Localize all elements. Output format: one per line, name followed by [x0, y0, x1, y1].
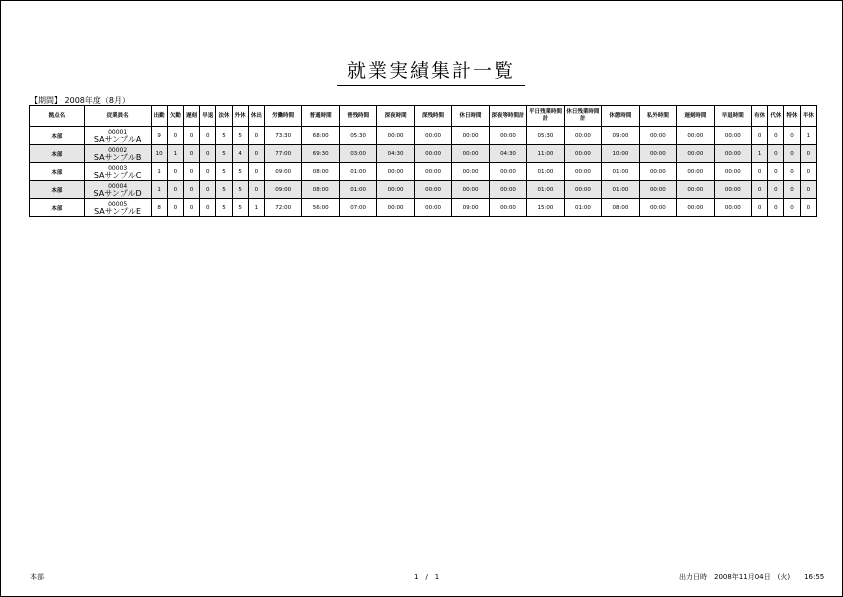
value-cell: 0: [784, 145, 800, 163]
value-cell: 0: [248, 127, 264, 145]
column-header: 普残時間: [339, 106, 376, 127]
value-cell: 00:00: [714, 127, 751, 145]
value-cell: 9: [151, 127, 167, 145]
value-cell: 08:00: [302, 181, 339, 199]
value-cell: 0: [200, 199, 216, 217]
employee-cell: [84, 163, 151, 181]
value-cell: 72:00: [264, 199, 301, 217]
value-cell: 00:00: [677, 199, 714, 217]
value-cell: 00:00: [489, 181, 526, 199]
value-cell: 00:00: [714, 181, 751, 199]
value-cell: 1: [800, 127, 816, 145]
column-header: 普通時間: [302, 106, 339, 127]
value-cell: 0: [200, 127, 216, 145]
value-cell: 0: [200, 181, 216, 199]
value-cell: 0: [183, 181, 199, 199]
table-row: [30, 127, 817, 145]
value-cell: 0: [784, 127, 800, 145]
column-header: 半休: [800, 106, 816, 127]
value-cell: 5: [216, 199, 232, 217]
column-header: 労働時間: [264, 106, 301, 127]
report-title: 就業実績集計一覧: [337, 56, 525, 86]
office-cell: 本部: [30, 199, 85, 217]
value-cell: 01:00: [564, 199, 601, 217]
column-header: 従業員名: [84, 106, 151, 127]
column-header: 休日残業時間計: [564, 106, 601, 127]
employee-code: 00005: [108, 200, 128, 208]
value-cell: 00:00: [564, 163, 601, 181]
value-cell: 0: [167, 181, 183, 199]
value-cell: 5: [216, 163, 232, 181]
employee-cell: [84, 181, 151, 199]
value-cell: 0: [200, 163, 216, 181]
value-cell: 0: [183, 199, 199, 217]
value-cell: 0: [200, 145, 216, 163]
column-header: 拠点名: [30, 106, 85, 127]
value-cell: 1: [151, 181, 167, 199]
value-cell: 00:00: [677, 163, 714, 181]
column-header: 遅刻: [183, 106, 199, 127]
column-header: 特休: [784, 106, 800, 127]
period-label: 【期間】 2008年度（8月）: [30, 96, 130, 105]
employee-code: 00002: [108, 146, 128, 154]
value-cell: 0: [183, 163, 199, 181]
column-header: 休日時間: [452, 106, 489, 127]
value-cell: 0: [784, 199, 800, 217]
value-cell: 1: [167, 145, 183, 163]
value-cell: 10: [151, 145, 167, 163]
value-cell: 00:00: [639, 163, 676, 181]
value-cell: 68:00: [302, 127, 339, 145]
column-header: 深夜時間: [377, 106, 414, 127]
value-cell: 0: [183, 127, 199, 145]
column-header: 出勤: [151, 106, 167, 127]
value-cell: 01:00: [527, 163, 564, 181]
column-header: 深夜等時間計: [489, 106, 526, 127]
value-cell: 00:00: [377, 199, 414, 217]
value-cell: 5: [216, 181, 232, 199]
value-cell: 00:00: [452, 127, 489, 145]
value-cell: 09:00: [452, 199, 489, 217]
column-header: 代休: [768, 106, 784, 127]
value-cell: 0: [800, 181, 816, 199]
value-cell: 77:00: [264, 145, 301, 163]
value-cell: 00:00: [639, 181, 676, 199]
value-cell: 0: [248, 163, 264, 181]
value-cell: 0: [768, 199, 784, 217]
value-cell: 0: [167, 199, 183, 217]
employee-code: 00004: [108, 182, 128, 190]
table-row: [30, 181, 817, 199]
value-cell: 00:00: [377, 163, 414, 181]
value-cell: 00:00: [677, 181, 714, 199]
employee-name: SAサンプルA: [93, 134, 142, 144]
value-cell: 00:00: [677, 145, 714, 163]
value-cell: 1: [752, 145, 768, 163]
employee-code: 00001: [108, 128, 128, 136]
value-cell: 08:00: [602, 199, 639, 217]
column-header: 外休: [232, 106, 248, 127]
table-row: [30, 199, 817, 217]
value-cell: 0: [768, 145, 784, 163]
value-cell: 00:00: [452, 181, 489, 199]
column-header: 休出: [248, 106, 264, 127]
footer-page-number: 1 / 1: [414, 573, 440, 581]
value-cell: 5: [232, 127, 248, 145]
column-header: 遅刻時間: [677, 106, 714, 127]
value-cell: 0: [752, 163, 768, 181]
column-header: 有休: [752, 106, 768, 127]
value-cell: 00:00: [414, 127, 451, 145]
value-cell: 4: [232, 145, 248, 163]
value-cell: 0: [784, 181, 800, 199]
value-cell: 01:00: [339, 181, 376, 199]
value-cell: 00:00: [489, 163, 526, 181]
value-cell: 04:30: [377, 145, 414, 163]
column-header: 欠勤: [167, 106, 183, 127]
value-cell: 00:00: [564, 145, 601, 163]
employee-cell: [84, 127, 151, 145]
value-cell: 10:00: [602, 145, 639, 163]
value-cell: 15:00: [527, 199, 564, 217]
value-cell: 00:00: [714, 163, 751, 181]
value-cell: 00:00: [639, 199, 676, 217]
table-row: [30, 163, 817, 181]
value-cell: 00:00: [714, 145, 751, 163]
value-cell: 00:00: [489, 127, 526, 145]
value-cell: 1: [151, 163, 167, 181]
value-cell: 00:00: [489, 199, 526, 217]
summary-table: [29, 105, 817, 217]
value-cell: 0: [248, 181, 264, 199]
office-cell: 本部: [30, 181, 85, 199]
value-cell: 00:00: [639, 145, 676, 163]
value-cell: 8: [151, 199, 167, 217]
value-cell: 5: [216, 145, 232, 163]
value-cell: 5: [216, 127, 232, 145]
employee-name: SAサンプルD: [93, 188, 142, 198]
value-cell: 0: [784, 163, 800, 181]
value-cell: 1: [248, 199, 264, 217]
employee-cell: [84, 145, 151, 163]
value-cell: 00:00: [414, 163, 451, 181]
value-cell: 00:00: [452, 145, 489, 163]
value-cell: 0: [167, 127, 183, 145]
header-row: [30, 106, 817, 127]
column-header: 休憩時間: [602, 106, 639, 127]
value-cell: 01:00: [602, 163, 639, 181]
value-cell: 09:00: [264, 163, 301, 181]
value-cell: 01:00: [339, 163, 376, 181]
value-cell: 04:30: [489, 145, 526, 163]
value-cell: 56:00: [302, 199, 339, 217]
footer-printed-at: 出力日時 2008年11月04日 (火) 16:55: [679, 573, 825, 581]
value-cell: 09:00: [602, 127, 639, 145]
value-cell: 00:00: [714, 199, 751, 217]
column-header: 法休: [216, 106, 232, 127]
value-cell: 01:00: [602, 181, 639, 199]
value-cell: 0: [752, 199, 768, 217]
value-cell: 00:00: [414, 145, 451, 163]
employee-name: SAサンプルB: [93, 152, 142, 162]
column-header: 私外時間: [639, 106, 676, 127]
footer-office: 本部: [30, 573, 44, 581]
value-cell: 0: [768, 127, 784, 145]
value-cell: 00:00: [564, 127, 601, 145]
value-cell: 08:00: [302, 163, 339, 181]
value-cell: 05:30: [339, 127, 376, 145]
column-header: 深残時間: [414, 106, 451, 127]
column-header: 平日残業時間計: [527, 106, 564, 127]
value-cell: 0: [248, 145, 264, 163]
value-cell: 00:00: [414, 181, 451, 199]
value-cell: 0: [752, 127, 768, 145]
employee-cell: [84, 199, 151, 217]
column-header: 早退: [200, 106, 216, 127]
value-cell: 01:00: [527, 181, 564, 199]
employee-name: SAサンプルE: [94, 206, 142, 216]
employee-name: SAサンプルC: [93, 170, 142, 180]
value-cell: 00:00: [639, 127, 676, 145]
office-cell: 本部: [30, 145, 85, 163]
value-cell: 00:00: [452, 163, 489, 181]
value-cell: 09:00: [264, 181, 301, 199]
value-cell: 0: [800, 163, 816, 181]
table-body: [30, 127, 817, 217]
value-cell: 0: [183, 145, 199, 163]
value-cell: 5: [232, 163, 248, 181]
employee-code: 00003: [108, 164, 128, 172]
table-row: [30, 145, 817, 163]
office-cell: 本部: [30, 127, 85, 145]
value-cell: 00:00: [564, 181, 601, 199]
value-cell: 00:00: [377, 181, 414, 199]
value-cell: 5: [232, 199, 248, 217]
value-cell: 73:30: [264, 127, 301, 145]
value-cell: 0: [800, 145, 816, 163]
value-cell: 69:30: [302, 145, 339, 163]
value-cell: 05:30: [527, 127, 564, 145]
value-cell: 0: [768, 163, 784, 181]
value-cell: 11:00: [527, 145, 564, 163]
value-cell: 5: [232, 181, 248, 199]
value-cell: 03:00: [339, 145, 376, 163]
value-cell: 00:00: [677, 127, 714, 145]
value-cell: 0: [800, 199, 816, 217]
office-cell: 本部: [30, 163, 85, 181]
value-cell: 00:00: [377, 127, 414, 145]
value-cell: 0: [752, 181, 768, 199]
value-cell: 00:00: [414, 199, 451, 217]
value-cell: 07:00: [339, 199, 376, 217]
value-cell: 0: [167, 163, 183, 181]
column-header: 早退時間: [714, 106, 751, 127]
value-cell: 0: [768, 181, 784, 199]
